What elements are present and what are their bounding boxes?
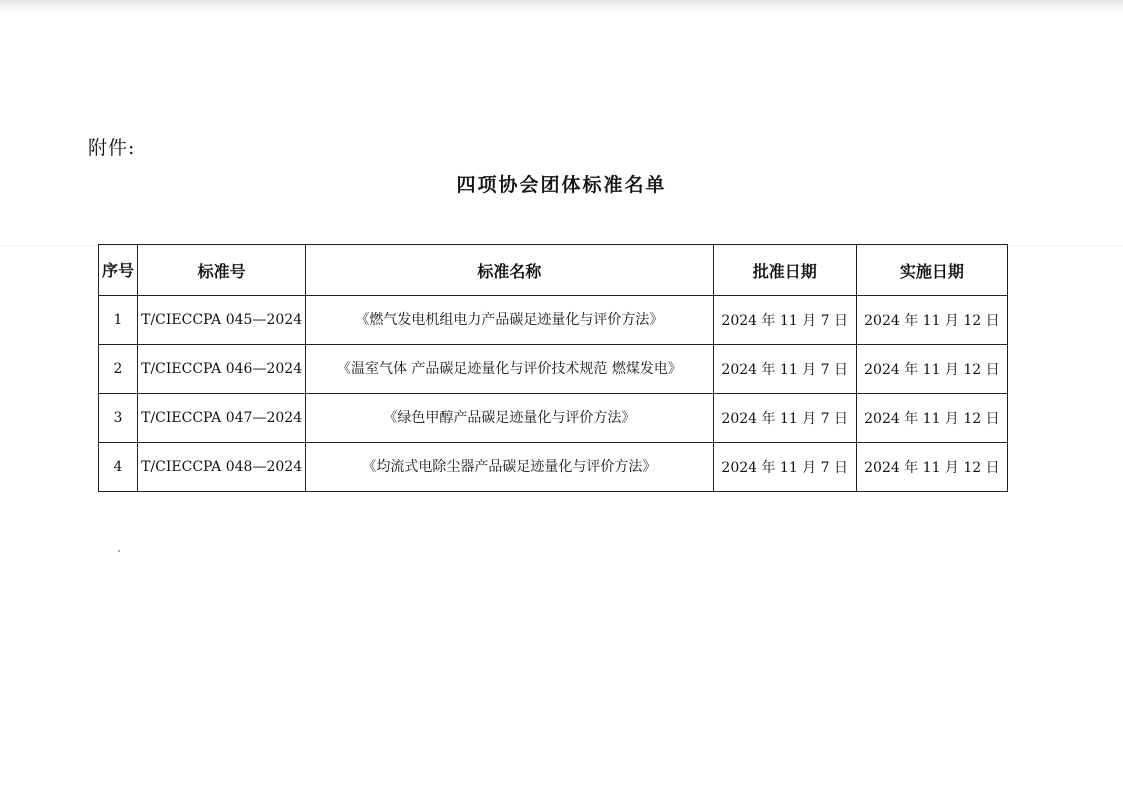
scan-speck [118,550,120,552]
table-row [99,443,1008,492]
row-name: 《燃气发电机组电力产品碳足迹量化与评价方法》 [306,296,713,345]
row-approve-date: 2024 年 11 月 7 日 [713,345,856,394]
row-impl-date: 2024 年 11 月 12 日 [856,394,1007,443]
row-name: 《绿色甲醇产品碳足迹量化与评价方法》 [306,394,713,443]
header-code: 标准号 [138,245,306,296]
row-name: 《温室气体 产品碳足迹量化与评价技术规范 燃煤发电》 [306,345,713,394]
row-code: T/CIECCPA 046—2024 [138,345,306,394]
document-title: 四项协会团体标准名单 [456,174,667,196]
table-row [99,296,1008,345]
row-seq: 1 [99,296,138,345]
row-approve-date: 2024 年 11 月 7 日 [713,394,856,443]
row-approve-date: 2024 年 11 月 7 日 [713,296,856,345]
attachment-label: 附件: [88,137,136,159]
standards-table [98,244,1008,492]
row-name: 《均流式电除尘器产品碳足迹量化与评价方法》 [306,443,713,492]
row-code: T/CIECCPA 045—2024 [138,296,306,345]
row-seq: 2 [99,345,138,394]
row-code: T/CIECCPA 047—2024 [138,394,306,443]
row-impl-date: 2024 年 11 月 12 日 [856,345,1007,394]
table-row [99,345,1008,394]
scan-edge-artifact [0,0,1123,14]
header-approve-date: 批准日期 [713,245,856,296]
row-seq: 4 [99,443,138,492]
table-header-row [99,245,1008,296]
row-approve-date: 2024 年 11 月 7 日 [713,443,856,492]
header-name: 标准名称 [306,245,713,296]
table-row [99,394,1008,443]
row-impl-date: 2024 年 11 月 12 日 [856,296,1007,345]
header-impl-date: 实施日期 [856,245,1007,296]
row-code: T/CIECCPA 048—2024 [138,443,306,492]
row-impl-date: 2024 年 11 月 12 日 [856,443,1007,492]
header-seq: 序号 [99,245,138,296]
row-seq: 3 [99,394,138,443]
